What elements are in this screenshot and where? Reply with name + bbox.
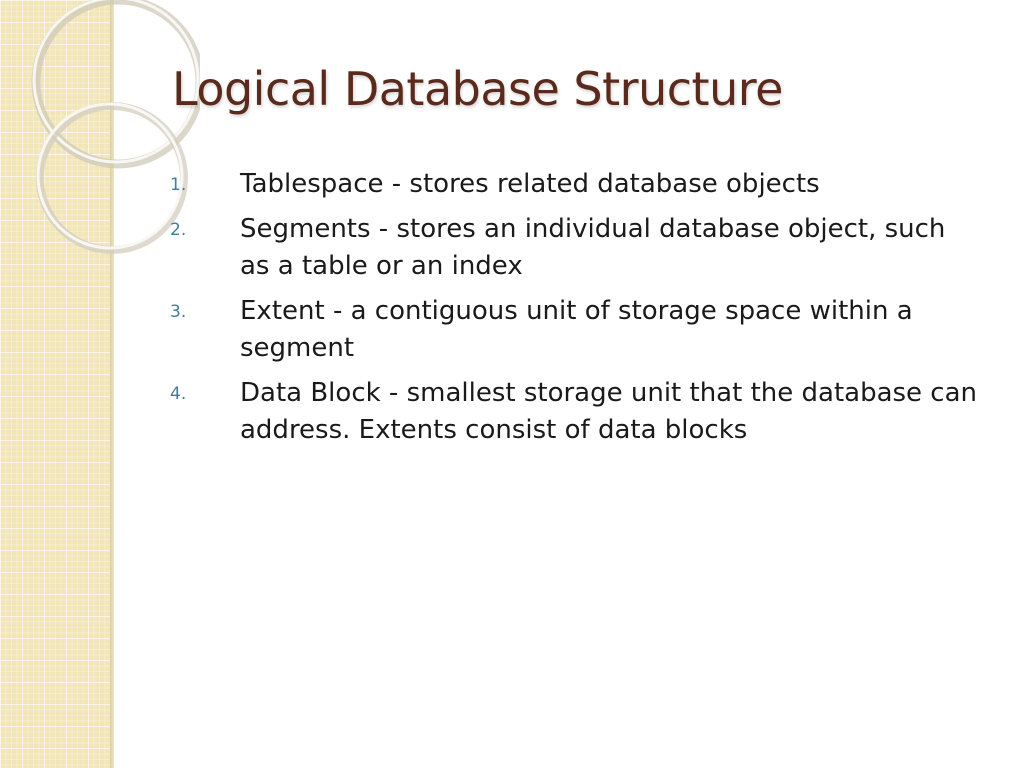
list-item-text: Segments - stores an individual database object, such as a table or an index (240, 214, 946, 281)
slide-title: Logical Database Structure (172, 62, 783, 116)
list-item (170, 375, 980, 449)
list-item (170, 293, 980, 367)
list-item (170, 166, 980, 203)
list-item-text: Tablespace - stores related database objects (240, 169, 820, 199)
list-number: 3. (170, 302, 187, 322)
numbered-list (170, 166, 980, 457)
list-number: 4. (170, 384, 187, 404)
list-item (170, 211, 980, 285)
list-number: 1. (170, 175, 187, 195)
list-item-text: Data Block - smallest storage unit that the database can address. Extents consist of data blocks (240, 378, 978, 445)
list-item-text: Extent - a contiguous unit of storage space within a segment (240, 296, 913, 363)
list-number: 2. (170, 220, 187, 240)
